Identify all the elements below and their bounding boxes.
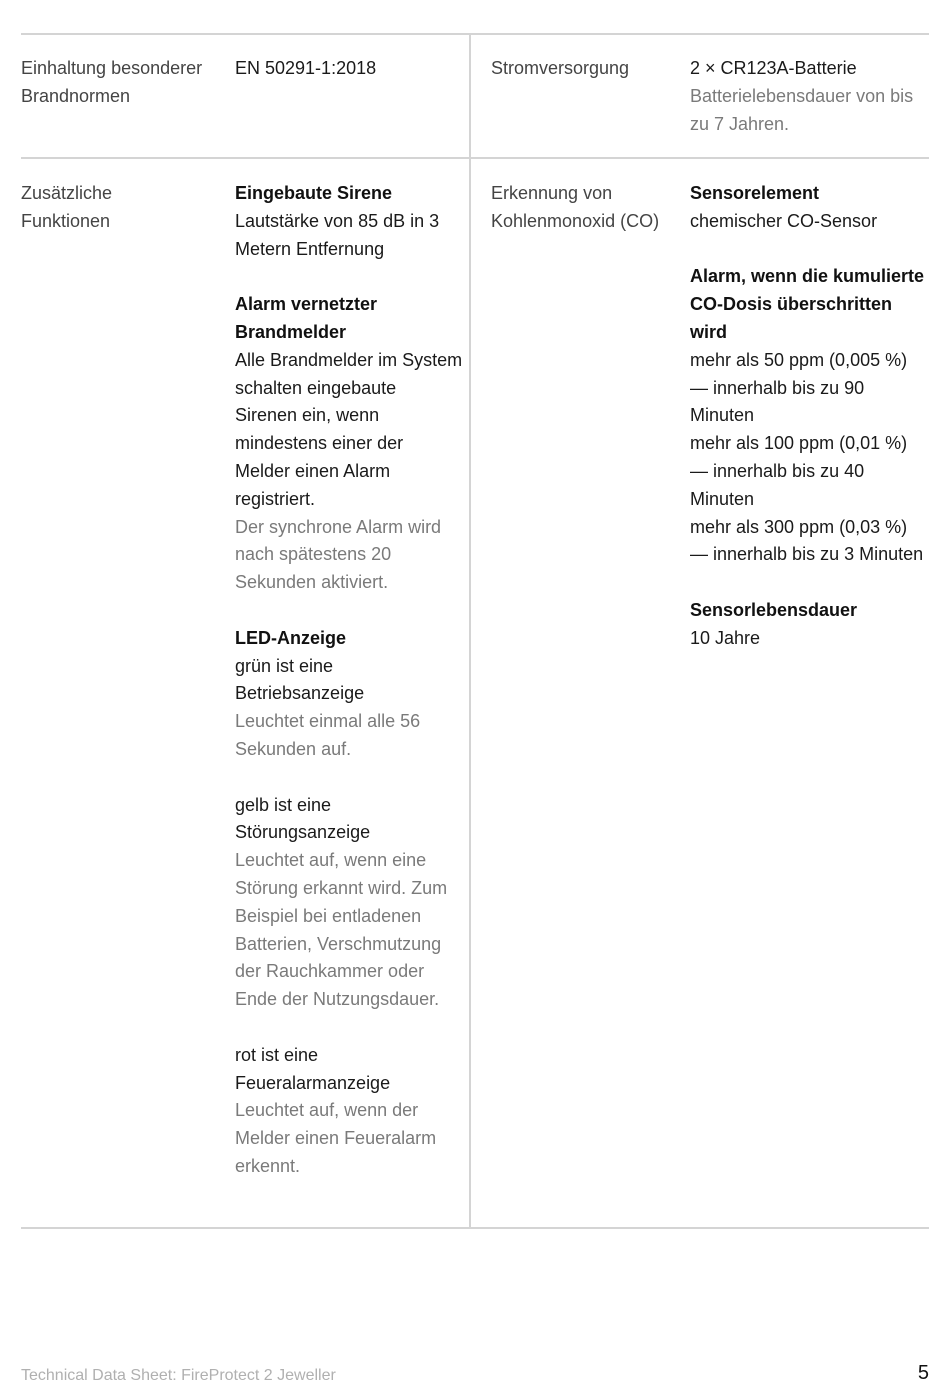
table-column-divider xyxy=(469,33,471,1229)
fire-standards-label: Einhaltung besonderer Brandnormen xyxy=(21,58,203,106)
additional-functions-label: Zusätzliche Funktionen xyxy=(21,183,113,231)
additional-functions-cell xyxy=(235,180,463,1181)
interlink-note: Der synchrone Alarm wird nach spätestens 20 Sekunden aktiviert. xyxy=(235,516,442,593)
sensor-life-text: 10 Jahre xyxy=(690,627,761,648)
co-detection-cell xyxy=(690,180,928,653)
led-green-note: Leuchtet einmal alle 56 Sekunden auf. xyxy=(235,711,421,759)
led-title: LED-Anzeige xyxy=(235,627,347,648)
led-red-text: rot ist eine Feueralarmanzeige xyxy=(235,1044,391,1093)
table-bottom-rule xyxy=(21,1227,929,1229)
table-row-divider xyxy=(21,157,929,159)
power-supply-value: 2 × CR123A-Batterie xyxy=(690,58,857,78)
sensor-life-title: Sensorlebensdauer xyxy=(690,599,858,620)
power-supply-label: Stromversorgung xyxy=(491,58,630,78)
sensor-element-title: Sensorelement xyxy=(690,183,820,203)
co-alarm-threshold-50: mehr als 50 ppm (0,005 %) — innerhalb bis zu 90 Minuten xyxy=(690,349,908,426)
sensor-element-text: chemischer CO-Sensor xyxy=(690,210,878,231)
fire-standards-value: EN 50291-1:2018 xyxy=(235,58,377,78)
interlink-text: Alle Brandmelder im System schalten eingebaute Sirenen ein, wenn mindestens einer der Melder einen Alarm registriert. xyxy=(235,349,463,509)
co-alarm-title: Alarm, wenn die kumulierte CO-Dosis überschritten wird xyxy=(690,266,925,342)
siren-title: Eingebaute Sirene xyxy=(235,183,393,203)
co-detection-label: Erkennung von Kohlenmonoxid (CO) xyxy=(491,183,660,231)
interlink-title: Alarm vernetzter Brandmelder xyxy=(235,294,378,342)
siren-text: Lautstärke von 85 dB in 3 Metern Entfernung xyxy=(235,210,440,259)
led-yellow-note: Leuchtet auf, wenn eine Störung erkannt wird. Zum Beispiel bei entladenen Batterien, Verschmutzung der Rauchkammer oder Ende der Nutzungsdauer. xyxy=(235,850,448,1010)
battery-life-note: Batterielebensdauer von bis zu 7 Jahren. xyxy=(690,85,914,134)
co-alarm-threshold-300: mehr als 300 ppm (0,03 %) — innerhalb bis zu 3 Minuten xyxy=(690,516,924,565)
led-yellow-text: gelb ist eine Störungsanzeige xyxy=(235,794,371,843)
footer-doc-title: Technical Data Sheet: FireProtect 2 Jeweller xyxy=(21,1367,336,1384)
led-green-text: grün ist eine Betriebsanzeige xyxy=(235,655,365,704)
page-number: 5 xyxy=(917,1362,929,1384)
power-supply-value-cell xyxy=(690,55,925,138)
co-alarm-threshold-100: mehr als 100 ppm (0,01 %) — innerhalb bis zu 40 Minuten xyxy=(690,433,908,509)
table-top-rule xyxy=(21,33,929,35)
led-red-note: Leuchtet auf, wenn der Melder einen Feueralarm erkennt. xyxy=(235,1100,437,1176)
